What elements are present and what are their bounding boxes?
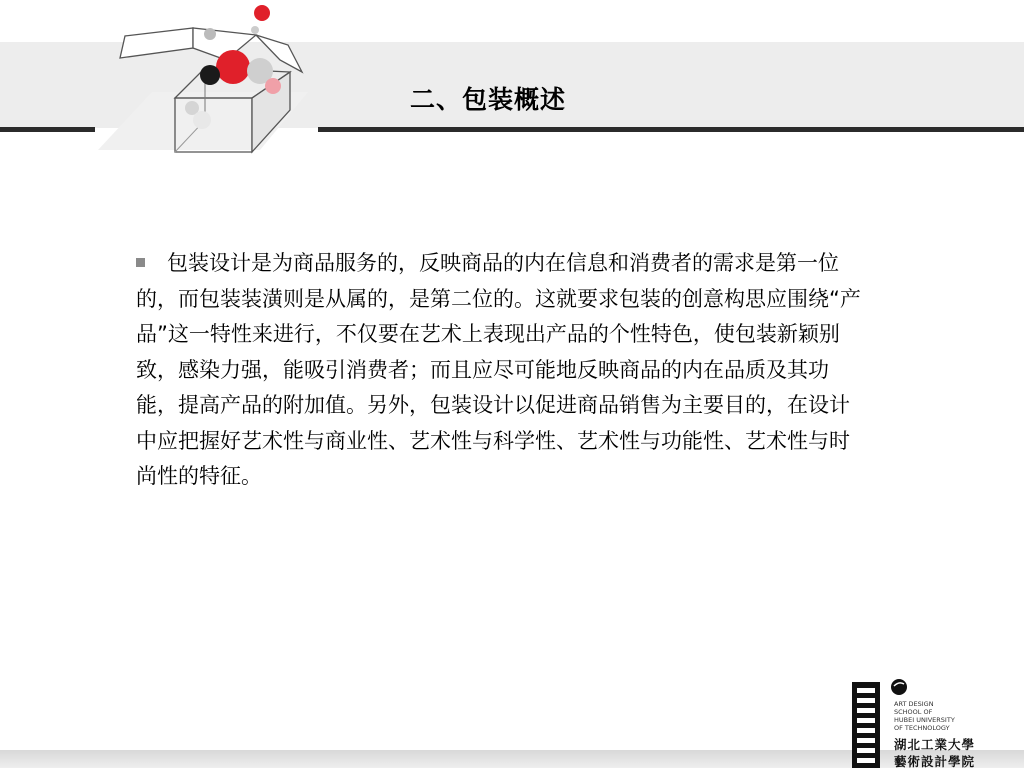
box-flap-left: [120, 28, 193, 58]
school-logo: [852, 678, 992, 768]
school-name-chinese-line1: 湖北工業大學: [894, 737, 976, 752]
page-title: 二、包装概述: [410, 85, 567, 114]
small-red-circle: [254, 5, 270, 21]
tiny-gray-circle: [251, 26, 259, 34]
header-rule-left: [0, 127, 95, 132]
package-box-illustration: [90, 0, 320, 160]
square-bullet-icon: [136, 258, 145, 267]
black-circle: [200, 65, 220, 85]
large-red-circle: [216, 50, 250, 84]
school-name-chinese-line2: 藝術設計學院: [894, 754, 976, 769]
pale-gray-circle: [193, 111, 211, 129]
logo-dot-icon: [890, 678, 908, 696]
body-text: 包装设计是为商品服务的，反映商品的内在信息和消费者的需求是第一位的，而包装装潢则是从属的，是第二位的。这就要求包装的创意构思应围绕“产品”这一特性来进行，不仅要在艺术上表现出产品的个性特色，使包装新颖别致，感染力强，能吸引消费者；而且应尽可能地反映商品的内在品质及其功能，提高产品的附加值。另外，包装设计以促进商品销售为主要目的，在设计中应把握好艺术性与商业性、艺术性与科学性、艺术性与功能性、艺术性与时尚性的特征。: [136, 251, 861, 488]
school-name-english: ART DESIGN SCHOOL OF HUBEI UNIVERSITY OF TECHNOLOGY: [894, 700, 955, 732]
body-paragraph: [136, 246, 862, 495]
pink-circle: [265, 78, 281, 94]
school-name-chinese: [894, 736, 992, 770]
ladder-mark-icon: [852, 682, 880, 768]
small-gray-circle: [204, 28, 216, 40]
header-rule-right: [318, 127, 1024, 132]
